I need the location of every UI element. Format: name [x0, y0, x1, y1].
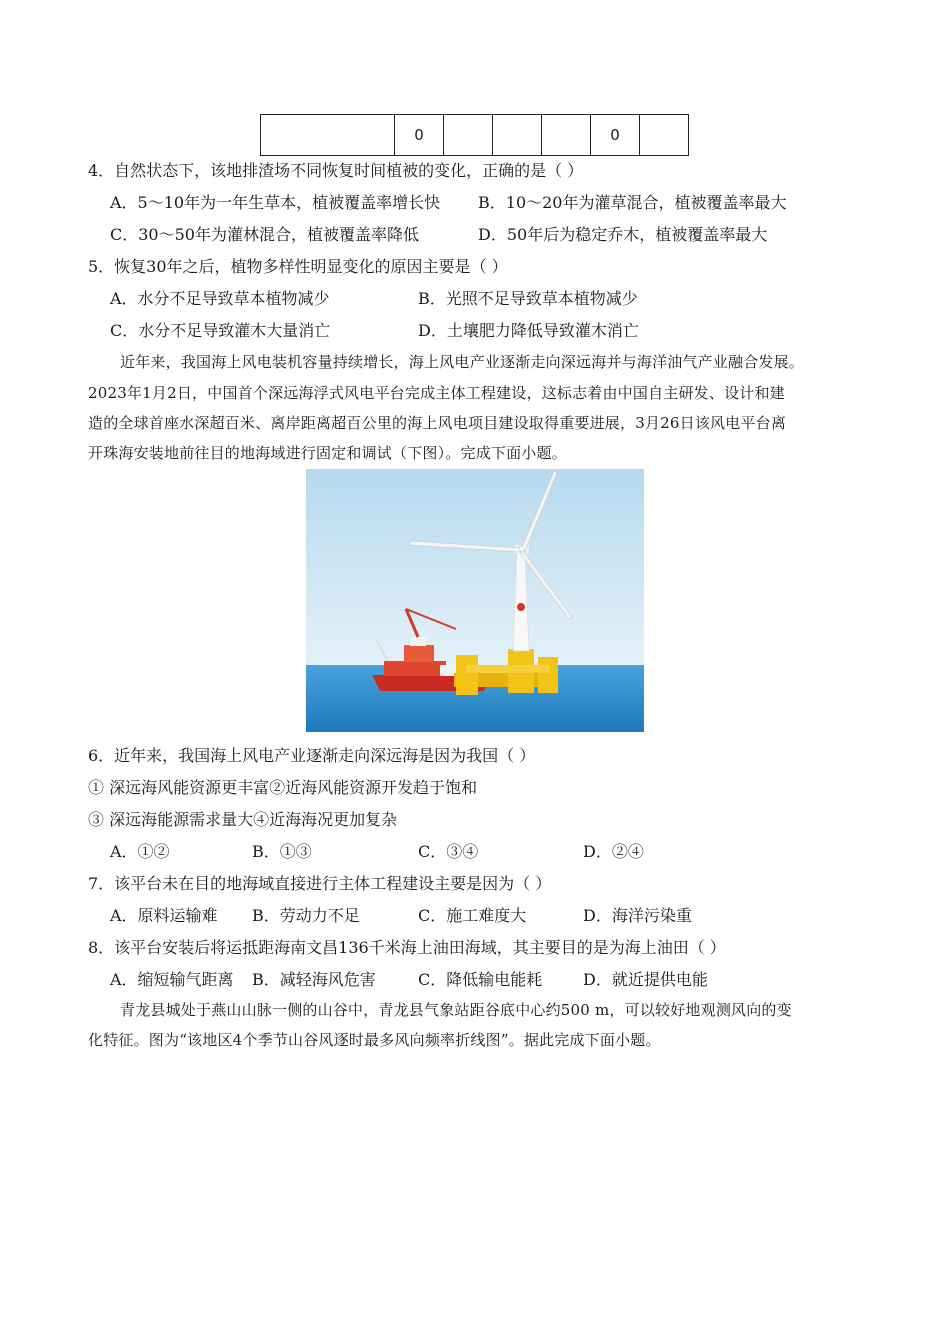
question-8-stem: 8．该平台安装后将运抵距海南文昌136千米海上油田海域，其主要目的是为海上油田（ ） — [88, 938, 726, 957]
q4-option-d: D．50年后为稳定乔木，植被覆盖率最大 — [478, 225, 768, 244]
table-cell — [640, 115, 689, 156]
table-cell — [444, 115, 493, 156]
table-cell: 0 — [591, 115, 640, 156]
q6-statement: ① 深远海风能资源更丰富②近海风能资源开发趋于饱和 — [88, 778, 478, 797]
q8-option-d: D．就近提供电能 — [583, 970, 708, 989]
wind-platform-illustration — [306, 469, 644, 732]
q4-option-b: B．10～20年为灌草混合，植被覆盖率最大 — [478, 193, 787, 212]
question-5-stem: 5．恢复30年之后，植物多样性明显变化的原因主要是（ ） — [88, 257, 508, 276]
q7-option-b: B．劳动力不足 — [252, 906, 360, 925]
q7-option-d: D．海洋污染重 — [583, 906, 692, 925]
q5-option-b: B．光照不足导致草本植物减少 — [418, 289, 638, 308]
passage-1-line: 开珠海安装地前往目的地海域进行固定和调试（下图）。完成下面小题。 — [88, 444, 567, 462]
passage-2-line: 化特征。图为“该地区4个季节山谷风逐时最多风向频率折线图”。据此完成下面小题。 — [88, 1031, 661, 1049]
question-4-stem: 4．自然状态下，该地排渣场不同恢复时间植被的变化，正确的是（ ） — [88, 161, 584, 180]
q8-option-c: C．降低输电能耗 — [418, 970, 543, 989]
q6-option-c: C．③④ — [418, 842, 479, 861]
q4-option-a: A．5～10年为一年生草本，植被覆盖率增长快 — [110, 193, 441, 212]
passage-2-line: 青龙县城处于燕山山脉一侧的山谷中，青龙县气象站距谷底中心约500 m，可以较好地观测风向的变 — [120, 1001, 792, 1019]
passage-1-line: 2023年1月2日，中国首个深远海浮式风电平台完成主体工程建设，这标志着由中国自主研发、设计和建 — [88, 384, 785, 402]
q8-option-b: B．减轻海风危害 — [252, 970, 376, 989]
table-cell — [493, 115, 542, 156]
table-cell: 0 — [395, 115, 444, 156]
table-row — [261, 115, 689, 156]
q5-option-a: A．水分不足导致草本植物减少 — [110, 289, 330, 308]
q5-option-c: C．水分不足导致灌木大量消亡 — [110, 321, 331, 340]
q6-option-a: A．①② — [110, 842, 170, 861]
passage-1-line: 近年来，我国海上风电装机容量持续增长，海上风电产业逐渐走向深远海并与海洋油气产业融合发展。 — [120, 353, 805, 371]
passage-1-line: 造的全球首座水深超百米、离岸距离超百公里的海上风电项目建设取得重要进展，3月26日该风电平台离 — [88, 414, 787, 432]
sky — [306, 469, 644, 665]
q6-option-b: B．①③ — [252, 842, 312, 861]
q8-option-a: A．缩短输气距离 — [110, 970, 234, 989]
table-cell — [261, 115, 395, 156]
q5-option-d: D．土壤肥力降低导致灌木消亡 — [418, 321, 639, 340]
q4-option-c: C．30～50年为灌林混合，植被覆盖率降低 — [110, 225, 419, 244]
q7-option-c: C．施工难度大 — [418, 906, 527, 925]
wind-platform-photo — [306, 469, 644, 732]
q6-option-d: D．②④ — [583, 842, 644, 861]
data-table — [260, 114, 689, 156]
q6-statement: ③ 深远海能源需求量大④近海海况更加复杂 — [88, 810, 398, 829]
question-6-stem: 6．近年来，我国海上风电产业逐渐走向深远海是因为我国（ ） — [88, 746, 536, 765]
q7-option-a: A．原料运输难 — [110, 906, 218, 925]
table-cell — [542, 115, 591, 156]
question-7-stem: 7．该平台未在目的地海域直接进行主体工程建设主要是因为（ ） — [88, 874, 552, 893]
